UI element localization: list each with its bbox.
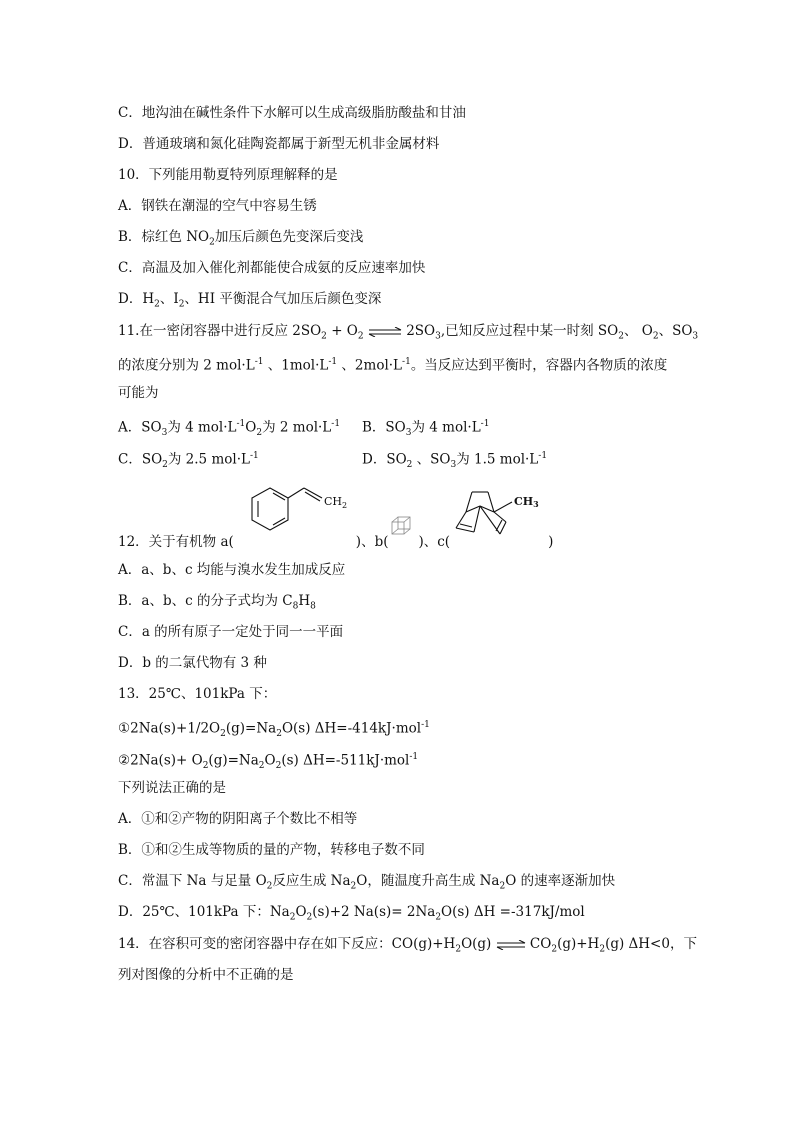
equilibrium-arrow-icon	[496, 940, 526, 950]
option-10b: B．棕红色 $NO_2$加压后颜色先变深后变浅	[118, 229, 364, 248]
option-13b: B．①和②生成等物质的量的产物，转移电子数不同	[118, 842, 425, 858]
ch3-label: CH3	[514, 495, 539, 509]
ch2-label: $CH_2$	[324, 495, 348, 510]
option-11b: B．$SO_3$为 4 $mol\cdot L^{-1}$	[362, 419, 490, 439]
option-10c: C．高温及加入催化剂都能使合成氨的反应速率加快	[118, 260, 426, 276]
question-10: 10．下列能用勒夏特列原理解释的是	[118, 167, 338, 183]
option-11c: C．$SO_2$为 2.5 $mol\cdot L^{-1}$	[118, 451, 259, 471]
option-13c: C．常温下 Na 与足量 $O_2$反应生成 $Na_2O$，随温度升高生成 $Na_2O$ 的速率逐渐加快	[118, 873, 616, 892]
option-12d: D．b 的二氯代物有 3 种	[118, 655, 267, 671]
option-13d: D．25℃、101kPa 下：$Na_2O_2(s)+2$ $Na(s)= 2Na_2O(s)$ ΔH =-317kJ/mol	[118, 904, 585, 923]
question-14: 14．在容积可变的密闭容器中存在如下反应：$CO(g)+H_2O(g)$ $CO_2(g)+H_2(g)$ ΔH<0，下	[118, 936, 697, 955]
option-12c: C．a 的所有原子一定处于同一一平面	[118, 624, 344, 640]
equation-2: ②2Na(s)+ $O_2(g)=Na_2O_2(s)$ ΔH=-511kJ·mol$^{-1}$	[118, 752, 419, 772]
option-12a: A．a、b、c 均能与溴水发生加成反应	[118, 562, 346, 578]
option-10d: D．$H_2$、$I_2$、HI 平衡混合气加压后颜色变深	[118, 291, 382, 310]
question-11-line2: 的浓度分别为 2 $mol\cdot L^{-1}$ 、$1mol\cdot L^{-1}$ 、$2mol\cdot L^{-1}$。当反应达到平衡时，容器内各物质的浓度	[118, 357, 668, 374]
equation-1: $①2Na(s)+1/2O_2(g)=Na_2O(s)$ ΔH=-414kJ·mol$^{-1}$	[118, 720, 430, 740]
question-13-stem: 下列说法正确的是	[118, 780, 226, 796]
option-9c: C．地沟油在碱性条件下水解可以生成高级脂肪酸盐和甘油	[118, 105, 466, 121]
question-13: 13．25℃、101kPa 下：	[118, 686, 277, 702]
option-12b: B．a、b、c 的分子式均为 $C_8H_8$	[118, 593, 316, 612]
question-14-line2: 列对图像的分析中不正确的是	[118, 967, 294, 983]
equilibrium-arrow-icon	[368, 327, 402, 337]
question-11: 11.在一密闭容器中进行反应 $2SO_2 + O_2$ $2SO_3$,已知反应过程中某一时刻 $SO_2$、 $O_2$、$SO_3$	[118, 323, 699, 342]
option-11d: D．$SO_2$ 、$SO_3$为 1.5 $mol\cdot L^{-1}$	[362, 451, 548, 471]
question-12: 12．关于有机物 a( )、b( )、c( )	[118, 534, 554, 550]
option-9d: D．普通玻璃和氮化硅陶瓷都属于新型无机非金属材料	[118, 136, 440, 152]
option-13a: A．①和②产物的阴阳离子个数比不相等	[118, 811, 358, 827]
question-11-line3: 可能为	[118, 385, 159, 401]
option-10a: A．钢铁在潮湿的空气中容易生锈	[118, 198, 317, 214]
option-11a: A．$SO_3$为 4 $mol\cdot L^{-1}O_2$为 2 $mol\cdot L^{-1}$	[118, 419, 341, 439]
